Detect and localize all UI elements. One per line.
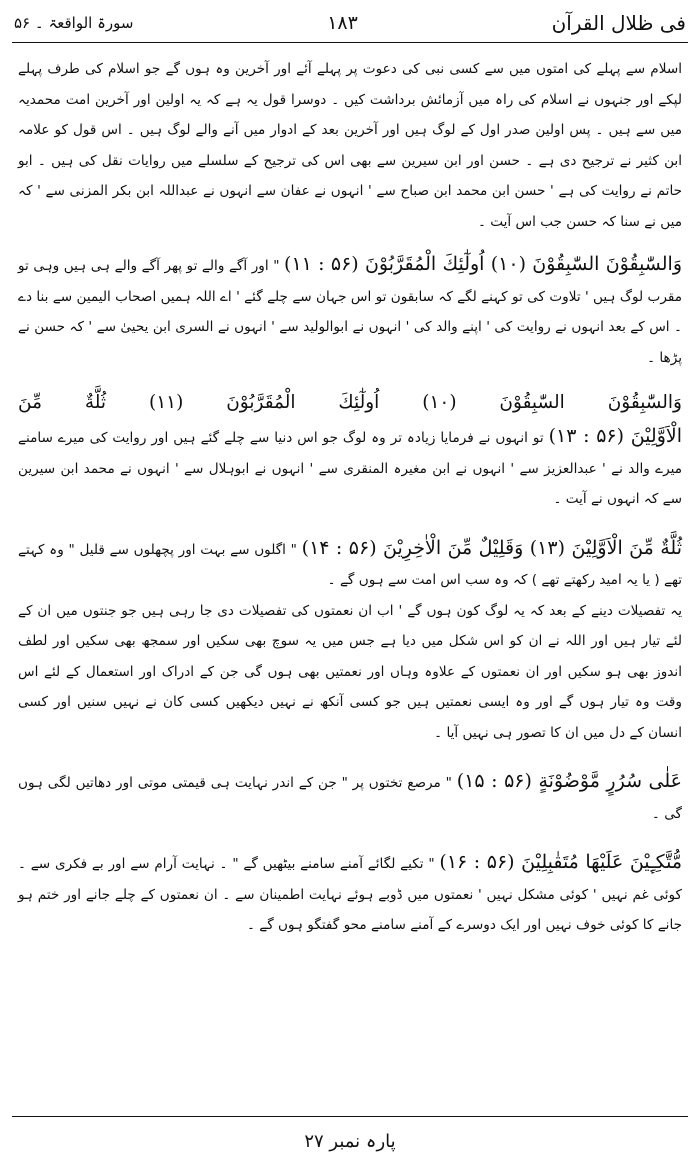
paragraph-text: " اگلوں سے بہت اور پچھلوں سے قلیل " وہ کہتے تھے ( یا یہ امید رکھتے تھے ) کہ وہ سب اس امت سے ہوں گے ۔	[18, 541, 682, 588]
paragraph	[18, 847, 682, 941]
quran-verse: ثُلَّةٌ مِّنَ الْاَوَّلِيْنَ (۱۳) وَقَلِيْلٌ مِّنَ الْاٰخِرِيْنَ (۵۶ : ۱۴)	[301, 536, 682, 559]
surah-label: سورۃ الواقعۃ ۔ ۵۶	[14, 14, 134, 32]
footer-rule	[12, 1116, 688, 1117]
paragraph	[18, 421, 682, 515]
paragraph	[18, 249, 682, 373]
quran-verse: مُّتَّكِـِٕيْنَ عَلَيْهَا مُتَقٰبِلِيْنَ (۵۶ : ۱۶)	[439, 851, 683, 873]
quran-verse-line: وَالسّٰبِقُوْنَ السّٰبِقُوْنَ (۱۰) اُولٰٓئِكَ الْمُقَرَّبُوْنَ (۱۱) ثُلَّةٌ مِّنَ	[18, 392, 682, 413]
page-footer	[12, 1126, 688, 1156]
main-content	[18, 54, 682, 1047]
paragraph	[18, 766, 682, 829]
paragraph-text: تو انہوں نے فرمایا زیادہ تر وہ لوگ جو اس دنیا سے چلے گئے ہیں اور روایت کی میرے سامنے میرے والد نے ' عبدالعزیز سے ' انہوں نے ابن مغیرہ المنقری سے ' انہوں نے ابوہلال سے ' انہوں نے محمد ابن سیرین سے کہ انہوں نے آیت ۔	[18, 430, 682, 507]
quran-verse: عَلٰى سُرُرٍ مَّوْضُوْنَةٍ (۵۶ : ۱۵)	[456, 770, 682, 792]
page-number: ۱۸۳	[327, 12, 358, 34]
quran-verse: الْاَوَّلِيْنَ (۵۶ : ۱۳)	[548, 425, 682, 447]
paragraph: اسلام سے پہلے کی امتوں میں سے کسی نبی کی دعوت پر پہلے آئے اور آخرین وہ ہوں گے جو اسلام کی طرف پہلے لپکے اور جنہوں نے اسلام کی راہ میں آزمائش برداشت کیں ۔ دوسرا قول یہ ہے کہ یہ اولین اور آخرین امت محمدیہ میں سے ہیں ۔ پس اولین صدر اول کے لوگ ہیں اور آخرین بعد کے ادوار میں آنے والے لوگ ہیں ۔ اس قول کو علامہ ابن کثیر نے ترجیح دی ہے ۔ حسن اور ابن سیرین سے بھی اس کی ترجیح کے سلسلے میں روایات نقل کی ہیں ۔ ابو حاتم نے روایت کی ہے ' حسن ابن محمد ابن صباح سے ' انہوں نے عفان سے انہوں نے عبداللہ ابن بکر المزنی سے ' کہ میں نے سنا کہ حسن جب اس آیت ۔	[18, 61, 682, 230]
quran-verse: وَالسّٰبِقُوْنَ السّٰبِقُوْنَ (۱۰) اُولٰٓئِكَ الْمُقَرَّبُوْنَ (۵۶ : ۱۱)	[284, 253, 682, 275]
paragraph: یہ تفصیلات دینے کے بعد کہ یہ لوگ کون ہوں گے ' اب ان نعمتوں کی تفصیلات دی جا رہی ہیں جو جنتوں میں ان کے لئے تیار ہیں اور اللہ نے ان کو اس شکل میں دیا ہے جس میں یہ سوچ بھی سکیں اور سمجھ بھی سکیں اور لطف اندوز بھی ہو سکیں اور ان نعمتوں کے علاوہ وہاں اور نعمتیں بھی ہوں گی جن کے ادراک اور استعمال کے لئے اس وقت وہ تیار ہوں گے اور وہ ایسی نعمتیں ہیں جو کسی آنکھ نے نہیں دیکھیں کسی کان نے نہیں سنیں اور کسی انسان کے دل میں ان کا تصور ہی نہیں آیا ۔	[18, 602, 682, 741]
header-rule	[12, 42, 688, 43]
paragraph	[18, 533, 682, 596]
paragraph-text: " مرصع تختوں پر " جن کے اندر نہایت ہی قیمتی موتی اور دھاتیں لگی ہوں گی ۔	[18, 775, 682, 822]
paragraph-text: " تکیے لگائے آمنے سامنے بیٹھیں گے " ۔ نہایت آرام سے اور بے فکری سے ۔ کوئی غم نہیں ' کوئی مشکل نہیں ' نعمتوں میں ڈوبے ہوئے نہایت اطمینان سے ۔ ان نعمتوں کے چلے جانے اور ختم ہو جانے کا کوئی خوف نہیں اور ایک دوسرے کے آمنے سامنے محو گفتگو ہوں گے ۔	[18, 856, 682, 933]
page-header	[14, 6, 686, 40]
book-title: فی ظلال القرآن	[551, 11, 686, 35]
para-number-label: پارہ نمبر ۲۷	[304, 1130, 396, 1152]
paragraph-text: " اور آگے والے تو پھر آگے والے ہی ہیں وہی تو مقرب لوگ ہیں ' تلاوت کی تو کہنے لگے کہ سابقون تو اس جہان سے چلے گئے ' اے اللہ ہمیں اصحاب الیمین سے بنا دے ۔ اس کے بعد انہوں نے روایت کی ' اپنے والد کی ' انہوں نے ابوالولید سے ' انہوں نے السری ابن یحییٰ سے ' کہ حسن نے پڑھا ۔	[18, 258, 682, 366]
